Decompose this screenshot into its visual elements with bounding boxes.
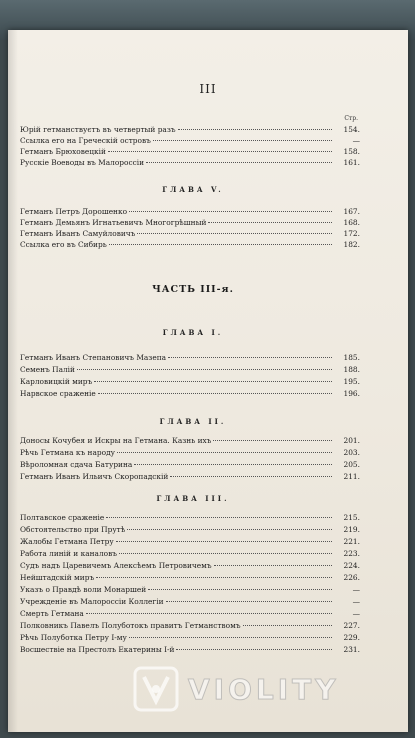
toc-entry <box>20 513 360 523</box>
toc-entry-title: Обстоятельство при Прутѣ <box>20 525 126 534</box>
toc-entry-page: 195. <box>343 377 360 386</box>
toc-entry-page: 167. <box>343 207 360 216</box>
toc-leader-dots <box>117 451 332 453</box>
toc-entry <box>20 585 360 595</box>
toc-entry <box>20 597 360 607</box>
toc-entry-page: 196. <box>343 389 360 398</box>
toc-entry-title: Нарвское сраженіе <box>20 389 96 398</box>
toc-entry-title: Нейштадскій миръ <box>20 573 95 582</box>
toc-entry-title: Вѣроломная сдача Батурина <box>20 460 133 469</box>
toc-entry-page: 224. <box>343 561 360 570</box>
toc-entry <box>20 472 360 482</box>
toc-leader-dots <box>178 128 332 130</box>
toc-leader-dots <box>106 516 332 518</box>
toc-entry-title: Судъ надъ Царевичемъ Алексѣемъ Петровичемъ <box>20 561 212 570</box>
toc-entry-page: 168. <box>343 218 360 227</box>
part-heading: ЧАСТЬ III-я. <box>152 284 234 295</box>
toc-entry <box>20 136 360 146</box>
toc-entry <box>20 537 360 547</box>
toc-entry <box>20 353 360 363</box>
toc-entry-title: Гетманъ Иванъ Степановичъ Мазепа <box>20 353 167 362</box>
toc-entry-page: 215. <box>343 513 360 522</box>
toc-entry-page: 226. <box>343 573 360 582</box>
page-gutter-shadow <box>8 30 18 732</box>
toc-entry-page: — <box>352 609 360 618</box>
toc-leader-dots <box>168 356 332 358</box>
toc-entry-page: 172. <box>343 229 360 238</box>
toc-entry-title: Юрій гетманствуєтъ въ четвертый разъ <box>20 125 176 134</box>
toc-leader-dots <box>137 232 332 234</box>
toc-entry <box>20 125 360 135</box>
toc-leader-dots <box>146 161 332 163</box>
toc-entry <box>20 525 360 535</box>
toc-entry-page: 227. <box>343 621 360 630</box>
toc-entry <box>20 460 360 470</box>
toc-entry-page: 205. <box>343 460 360 469</box>
chapter-heading: ГЛАВА III. <box>156 494 230 503</box>
toc-entry-page: — <box>352 585 360 594</box>
toc-entry-page: 203. <box>343 448 360 457</box>
toc-leader-dots <box>208 221 332 223</box>
toc-entry-page: 229. <box>343 633 360 642</box>
toc-entry-title: Полковникъ Павелъ Полуботокъ правитъ Гетманствомъ <box>20 621 241 630</box>
toc-leader-dots <box>86 612 332 614</box>
toc-entry-page: 182. <box>343 240 360 249</box>
toc-entry-title: Рѣчь Гетмана къ народу <box>20 448 115 457</box>
toc-leader-dots <box>108 150 332 152</box>
toc-entry-title: Гетманъ Иванъ Ильичъ Скоропадскій <box>20 472 169 481</box>
toc-leader-dots <box>127 528 332 530</box>
toc-entry <box>20 229 360 239</box>
toc-entry <box>20 561 360 571</box>
toc-leader-dots <box>116 540 332 542</box>
toc-leader-dots <box>109 243 332 245</box>
book-page <box>8 30 408 732</box>
toc-leader-dots <box>94 380 332 382</box>
toc-entry-title: Гетманъ Брюховецкій <box>20 147 106 156</box>
toc-entry-page: 231. <box>343 645 360 654</box>
toc-entry <box>20 365 360 375</box>
toc-entry-title: Смерть Гетмана <box>20 609 84 618</box>
toc-entry <box>20 377 360 387</box>
toc-leader-dots <box>119 552 332 554</box>
toc-leader-dots <box>98 392 332 394</box>
toc-entry-title: Ссылка его въ Сибирь <box>20 240 107 249</box>
toc-leader-dots <box>166 600 332 602</box>
toc-entry-title: Ссылка его на Греческій островъ <box>20 136 151 145</box>
toc-entry-title: Гетманъ Иванъ Самуйловичъ <box>20 229 136 238</box>
toc-entry-page: 185. <box>343 353 360 362</box>
chapter-heading: ГЛАВА I. <box>162 328 224 337</box>
toc-leader-dots <box>213 439 332 441</box>
toc-entry-page: 211. <box>343 472 360 481</box>
toc-entry-page: — <box>352 597 360 606</box>
toc-entry-title: Жалобы Гетмана Петру <box>20 537 114 546</box>
toc-leader-dots <box>148 588 332 590</box>
toc-leader-dots <box>153 139 332 141</box>
toc-entry <box>20 147 360 157</box>
chapter-heading: ГЛАВА II. <box>159 417 227 426</box>
toc-entry-page: 158. <box>343 147 360 156</box>
toc-leader-dots <box>176 648 332 650</box>
toc-entry-page: 154. <box>343 125 360 134</box>
toc-entry <box>20 436 360 446</box>
page-column-label: Стр. <box>344 115 358 122</box>
toc-entry-page: 201. <box>343 436 360 445</box>
toc-entry <box>20 549 360 559</box>
toc-entry <box>20 448 360 458</box>
toc-entry-title: Работа линій и каналовъ <box>20 549 117 558</box>
toc-entry-title: Гетманъ Петръ Дорошенко <box>20 207 128 216</box>
toc-entry-page: — <box>352 136 360 145</box>
toc-entry <box>20 207 360 217</box>
toc-leader-dots <box>243 624 332 626</box>
toc-entry-title: Русскіе Воеводы въ Малороссіи <box>20 158 145 167</box>
toc-entry-title: Восшествіе на Престолъ Екатерины I-й <box>20 645 175 654</box>
toc-leader-dots <box>129 636 332 638</box>
toc-entry <box>20 573 360 583</box>
watermark-text: VIOLITY <box>188 672 340 706</box>
toc-entry-title: Учрежденіе въ Малороссіи Коллегіи <box>20 597 164 606</box>
page-numeral: III <box>199 82 217 96</box>
toc-entry <box>20 158 360 168</box>
toc-entry <box>20 389 360 399</box>
toc-entry-title: Указъ о Правдѣ воли Монаршей <box>20 585 147 594</box>
toc-leader-dots <box>77 368 332 370</box>
toc-entry <box>20 240 360 250</box>
toc-entry-title: Семенъ Палій <box>20 365 75 374</box>
toc-entry-title: Карловицкій миръ <box>20 377 93 386</box>
toc-entry <box>20 645 360 655</box>
chapter-heading: ГЛАВА V. <box>162 185 224 194</box>
toc-leader-dots <box>170 475 332 477</box>
toc-entry-page: 188. <box>343 365 360 374</box>
toc-entry-page: 221. <box>343 537 360 546</box>
toc-entry-title: Гетманъ Демьянъ Игнатьевичъ Многогрѣшный <box>20 218 207 227</box>
toc-leader-dots <box>129 210 332 212</box>
toc-entry-page: 219. <box>343 525 360 534</box>
toc-entry <box>20 609 360 619</box>
toc-entry-page: 223. <box>343 549 360 558</box>
toc-entry <box>20 633 360 643</box>
watermark <box>132 664 412 714</box>
toc-entry-title: Рѣчь Полуботка Петру I-му <box>20 633 127 642</box>
toc-leader-dots <box>96 576 332 578</box>
violity-logo-icon <box>132 665 180 713</box>
toc-entry <box>20 621 360 631</box>
toc-entry-title: Полтавское сраженіе <box>20 513 105 522</box>
toc-leader-dots <box>214 564 332 566</box>
toc-entry-title: Доносы Кочубея и Искры на Гетмана. Казнь ихъ <box>20 436 212 445</box>
toc-entry-page: 161. <box>343 158 360 167</box>
toc-leader-dots <box>134 463 332 465</box>
toc-entry <box>20 218 360 228</box>
